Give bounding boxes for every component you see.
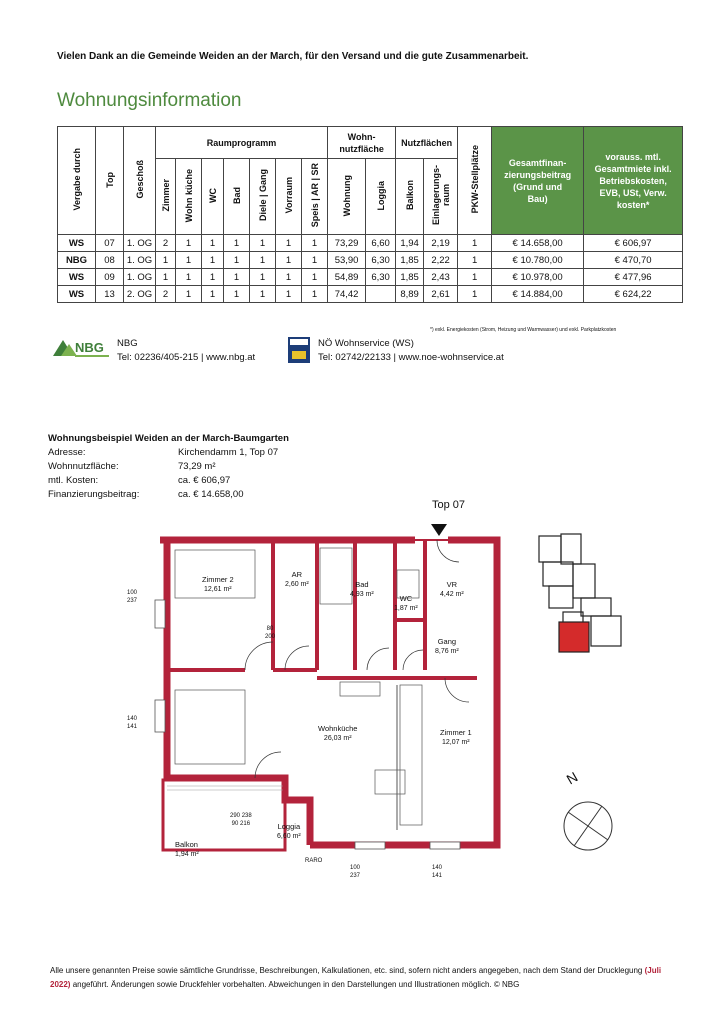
thanks-text: Vielen Dank an die Gemeinde Weiden an der March, für den Versand und die gute Zusammenarbeit. xyxy=(57,51,529,62)
h-einlager: Einlagerungs- raum xyxy=(430,165,451,226)
cell-speis: 1 xyxy=(302,252,328,269)
h-balkon: Balkon xyxy=(404,180,415,211)
h-raumprogramm: Raumprogramm xyxy=(156,127,328,159)
cell-wk: 1 xyxy=(176,286,202,303)
room-vr: VR 4,42 m² xyxy=(440,580,464,598)
h-vorraum: Vorraum xyxy=(283,177,294,214)
north-compass xyxy=(562,800,614,852)
cell-vergabe: WS xyxy=(58,235,96,252)
cell-bad: 1 xyxy=(224,269,250,286)
cell-top: 09 xyxy=(96,269,124,286)
h-pkw: PKW-Stellplätze xyxy=(469,145,480,214)
plan-top-label: Top 07 xyxy=(432,499,466,511)
room-zimmer1: Zimmer 1 12,07 m² xyxy=(440,728,472,746)
table-row xyxy=(58,269,683,286)
cell-diele: 1 xyxy=(250,269,276,286)
north-label: N xyxy=(563,768,581,788)
cell-zimmer: 2 xyxy=(156,286,176,303)
cell-wc: 1 xyxy=(202,286,224,303)
dim-loggia: 290 238 90 216 xyxy=(230,813,252,827)
cell-loggia xyxy=(366,286,396,303)
ws-info xyxy=(318,337,504,365)
cell-zimmer: 1 xyxy=(156,269,176,286)
example-value: ca. € 606,97 xyxy=(178,475,231,486)
cell-wk: 1 xyxy=(176,252,202,269)
h-top: Top xyxy=(104,171,115,188)
cell-loggia: 6,60 xyxy=(366,235,396,252)
key-plan xyxy=(535,530,627,660)
nbg-logo-text: NBG xyxy=(75,340,104,355)
cell-speis: 1 xyxy=(302,286,328,303)
cell-einlager: 2,22 xyxy=(424,252,458,269)
cell-wc: 1 xyxy=(202,252,224,269)
room-balkon: Balkon 1,94 m² xyxy=(175,840,199,858)
cell-bad: 1 xyxy=(224,235,250,252)
ws-name: NÖ Wohnservice (WS) xyxy=(318,338,414,349)
h-wohnkueche: Wohn küche xyxy=(183,168,194,223)
cell-geschoss: 1. OG xyxy=(124,252,156,269)
h-loggia: Loggia xyxy=(375,180,386,211)
dim-window-1: 100 237 xyxy=(127,590,138,604)
cell-miete: € 477,96 xyxy=(584,269,683,286)
page-title: Wohnungsinformation xyxy=(57,90,242,111)
example-title: Wohnungsbeispiel Weiden an der March-Baumgarten xyxy=(48,433,289,444)
cell-miete: € 470,70 xyxy=(584,252,683,269)
room-wc: WC 1,87 m² xyxy=(394,594,418,612)
ws-contact[interactable]: Tel: 02742/22133 | www.noe-wohnservice.at xyxy=(318,352,504,363)
info-table xyxy=(57,126,683,303)
nbg-info xyxy=(117,337,255,365)
cell-diele: 1 xyxy=(250,286,276,303)
room-ar: AR 2,60 m² xyxy=(285,570,309,588)
cell-vorraum: 1 xyxy=(276,235,302,252)
disclaimer-date: (Juli 2022) xyxy=(50,966,662,989)
cell-wc: 1 xyxy=(202,269,224,286)
floor-plan xyxy=(105,500,505,890)
cell-vergabe: WS xyxy=(58,269,96,286)
example-value: 73,29 m² xyxy=(178,461,216,472)
room-wohnkueche: Wohnküche 26,03 m² xyxy=(318,724,358,742)
cell-miete: € 624,22 xyxy=(584,286,683,303)
dim-window-2: 140 141 xyxy=(127,716,138,730)
cell-speis: 1 xyxy=(302,269,328,286)
disclaimer: Alle unsere genannten Preise sowie sämtliche Grundrisse, Beschreibungen, Kalkulationen, etc. sind, sofern nicht anders angegeben, nach dem Stand der Drucklegung (Juli 2022) angeführt. Änderungen sowie Druckfehler vorbehalten. Abweichungen in den Darstellungen und Illustrationen möglich. © NBG xyxy=(50,966,662,989)
cell-zimmer: 1 xyxy=(156,252,176,269)
cell-wohnung: 54,89 xyxy=(328,269,366,286)
h-wohnnutz: Wohn- nutzfläche xyxy=(328,127,396,159)
cell-bad: 1 xyxy=(224,286,250,303)
cell-top: 07 xyxy=(96,235,124,252)
cell-pkw: 1 xyxy=(458,252,492,269)
h-finanz: Gesamtfinan- zierungsbeitrag (Grund und Bau) xyxy=(492,127,584,235)
dim-door-zimmer2: 80 200 xyxy=(265,626,276,640)
cell-geschoss: 1. OG xyxy=(124,269,156,286)
cell-zimmer: 2 xyxy=(156,235,176,252)
example-value: ca. € 14.658,00 xyxy=(178,489,244,500)
h-speis: Speis | AR | SR xyxy=(309,163,320,228)
cell-finanz: € 14.884,00 xyxy=(492,286,584,303)
cell-einlager: 2,19 xyxy=(424,235,458,252)
table-row xyxy=(58,286,683,303)
example-label: Wohnnutzfläche: xyxy=(48,461,119,472)
example-value: Kirchendamm 1, Top 07 xyxy=(178,447,279,458)
cell-wc: 1 xyxy=(202,235,224,252)
nbg-logo xyxy=(53,334,111,360)
cell-pkw: 1 xyxy=(458,235,492,252)
cell-vorraum: 1 xyxy=(276,286,302,303)
h-nutzflaechen: Nutzflächen xyxy=(396,127,458,159)
cell-geschoss: 1. OG xyxy=(124,235,156,252)
cell-balkon: 1,85 xyxy=(396,252,424,269)
room-bad: Bad 4,93 m² xyxy=(350,580,374,598)
ws-logo xyxy=(288,337,310,363)
cell-diele: 1 xyxy=(250,252,276,269)
cell-loggia: 6,30 xyxy=(366,252,396,269)
cell-balkon: 1,85 xyxy=(396,269,424,286)
cell-pkw: 1 xyxy=(458,269,492,286)
cell-finanz: € 10.978,00 xyxy=(492,269,584,286)
h-wc: WC xyxy=(207,188,218,203)
nbg-contact[interactable]: Tel: 02236/405-215 | www.nbg.at xyxy=(117,352,256,363)
cell-vergabe: NBG xyxy=(58,252,96,269)
cell-wk: 1 xyxy=(176,235,202,252)
example-label: mtl. Kosten: xyxy=(48,475,99,486)
cell-balkon: 8,89 xyxy=(396,286,424,303)
cell-wohnung: 74,42 xyxy=(328,286,366,303)
table-row xyxy=(58,252,683,269)
cell-wk: 1 xyxy=(176,269,202,286)
dim-window-3: 100 237 xyxy=(350,865,361,879)
cell-einlager: 2,61 xyxy=(424,286,458,303)
cell-top: 08 xyxy=(96,252,124,269)
room-gang: Gang 8,76 m² xyxy=(435,637,459,655)
cell-finanz: € 10.780,00 xyxy=(492,252,584,269)
cell-vorraum: 1 xyxy=(276,252,302,269)
h-diele: Diele | Gang xyxy=(257,169,268,222)
cell-geschoss: 2. OG xyxy=(124,286,156,303)
h-zimmer: Zimmer xyxy=(160,179,171,212)
room-zimmer2: Zimmer 2 12,61 m² xyxy=(202,575,234,593)
h-bad: Bad xyxy=(231,186,242,204)
cell-speis: 1 xyxy=(302,235,328,252)
cell-balkon: 1,94 xyxy=(396,235,424,252)
cell-diele: 1 xyxy=(250,235,276,252)
table-row xyxy=(58,235,683,252)
cell-bad: 1 xyxy=(224,252,250,269)
cell-vorraum: 1 xyxy=(276,269,302,286)
cell-loggia: 6,30 xyxy=(366,269,396,286)
cell-wohnung: 53,90 xyxy=(328,252,366,269)
h-geschoss: Geschoß xyxy=(134,160,145,199)
example-label: Adresse: xyxy=(48,447,86,458)
cell-pkw: 1 xyxy=(458,286,492,303)
h-wohnung: Wohnung xyxy=(341,174,352,217)
h-vergabe: Vergabe durch xyxy=(71,148,82,211)
room-loggia: Loggia 6,60 m² xyxy=(277,822,301,840)
cell-miete: € 606,97 xyxy=(584,235,683,252)
nbg-name: NBG xyxy=(117,338,138,349)
h-miete: vorauss. mtl. Gesamtmiete inkl. Betriebskosten, EVB, USt, Verw. kosten* xyxy=(584,127,683,235)
dim-window-4: 140 141 xyxy=(432,865,443,879)
cell-vergabe: WS xyxy=(58,286,96,303)
cell-top: 13 xyxy=(96,286,124,303)
cell-einlager: 2,43 xyxy=(424,269,458,286)
table-footnote: *) exkl. Energiekosten (Strom, Heizung und Warmwasser) und exkl. Parkplatzkosten xyxy=(430,327,617,333)
cell-finanz: € 14.658,00 xyxy=(492,235,584,252)
example-label: Finanzierungsbeitrag: xyxy=(48,489,140,500)
cell-wohnung: 73,29 xyxy=(328,235,366,252)
dim-raro: RARO xyxy=(305,858,323,864)
